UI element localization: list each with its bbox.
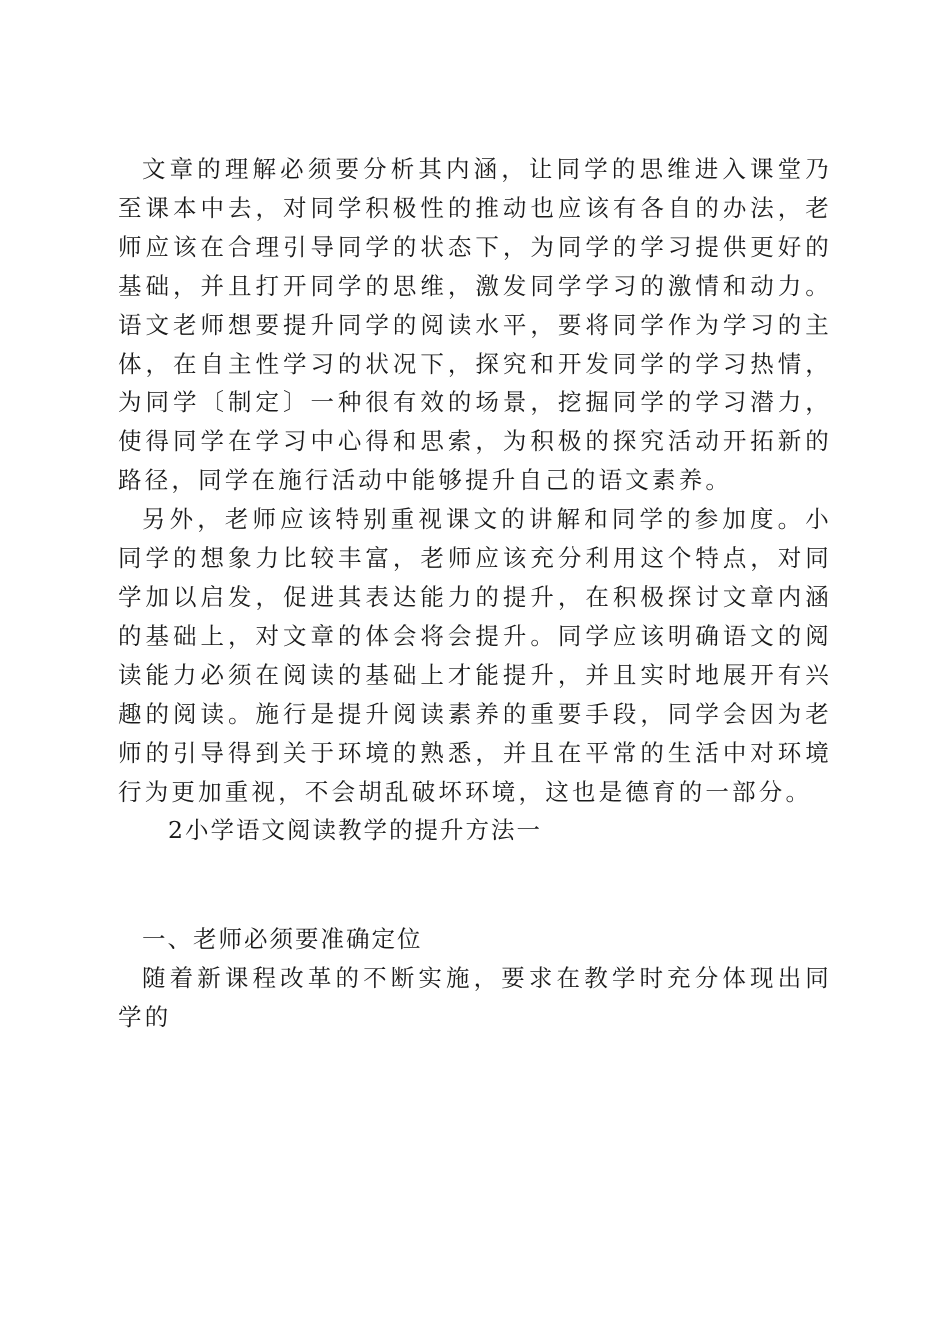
document-page — [118, 150, 832, 1037]
body-paragraph-3: 随着新课程改革的不断实施，要求在教学时充分体现出同学的 — [118, 964, 832, 1032]
section-heading: 2小学语文阅读教学的提升方法一 — [168, 816, 542, 845]
sub-heading: 一、老师必须要准确定位 — [142, 925, 423, 954]
body-paragraph-2: 另外，老师应该特别重视课文的讲解和同学的参加度。小同学的想象力比较丰富，老师应该充分利用这个特点，对同学加以启发，促进其表达能力的提升，在积极探讨文章内涵的基础上，对文章的体会将会提升。同学应该明确语文的阅读能力必须在阅读的基础上才能提升，并且实时地展开有兴趣的阅读。施行是提升阅读素养的重要手段，同学会因为老师的引导得到关于环境的熟悉，并且在平常的生活中对环境行为更加重视，不会胡乱破坏环境，这也是德育的一部分。 — [118, 505, 832, 806]
body-paragraph-1: 文章的理解必须要分析其内涵，让同学的思维进入课堂乃至课本中去，对同学积极性的推动也应该有各自的办法，老师应该在合理引导同学的状态下，为同学的学习提供更好的基础，并且打开同学的思维，激发同学学习的激情和动力。语文老师想要提升同学的阅读水平，要将同学作为学习的主体，在自主性学习的状况下，探究和开发同学的学习热情，为同学〔制定〕一种很有效的场景，挖掘同学的学习潜力，使得同学在学习中心得和思索，为积极的探究活动开拓新的路径，同学在施行活动中能够提升自己的语文素养。 — [118, 155, 832, 495]
